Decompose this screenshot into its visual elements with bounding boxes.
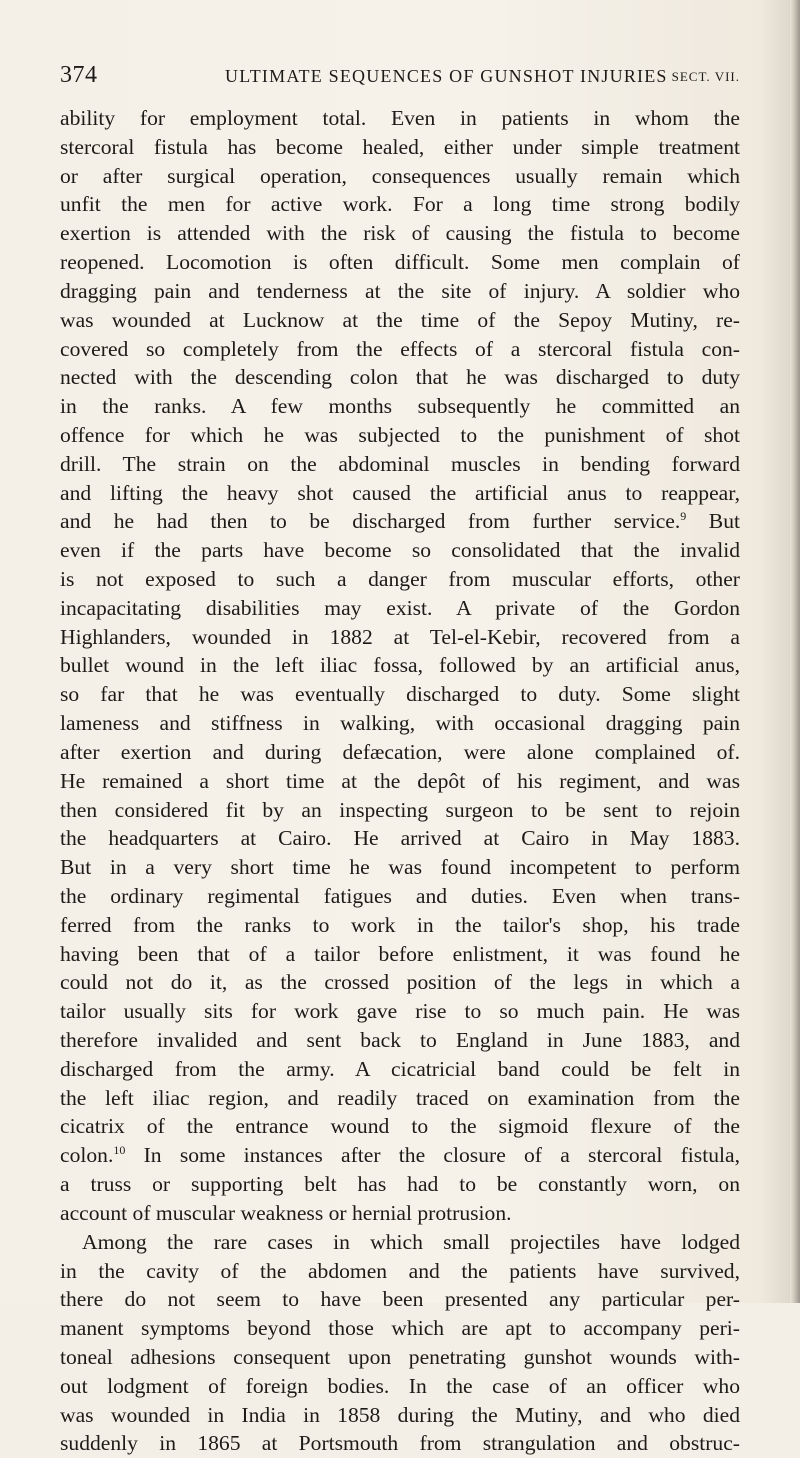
text-line: incapacitating disabilities may exist. A private of the Gordon [60, 595, 740, 620]
text-line: the ordinary regimental fatigues and duties. Even when trans- [60, 883, 740, 908]
text-line: having been that of a tailor before enlistment, it was found he [60, 941, 740, 966]
text-line: tailor usually sits for work gave rise to so much pain. He was [60, 999, 740, 1024]
text-line: stercoral fistula has become healed, either under simple treatment [60, 134, 740, 159]
text-line: reopened. Locomotion is often difficult. Some men complain of [60, 250, 740, 275]
text-line: bullet wound in the left iliac fossa, followed by an artificial anus, [60, 653, 740, 678]
text-line: toneal adhesions consequent upon penetrating gunshot wounds with- [60, 1344, 740, 1369]
page-header [60, 62, 740, 92]
page-number: 374 [60, 62, 98, 88]
text-line: He remained a short time at the depôt of his regiment, and was [60, 768, 740, 793]
paragraph-start-line: Among the rare cases in which small projectiles have lodged [82, 1229, 740, 1254]
text-line: so far that he was eventually discharged to duty. Some slight [60, 682, 740, 707]
text-line: suddenly in 1865 at Portsmouth from strangulation and obstruc- [60, 1431, 740, 1456]
text-line: in the ranks. A few months subsequently he committed an [60, 394, 740, 419]
text-line: out lodgment of foreign bodies. In the case of an officer who [60, 1373, 740, 1398]
text-line: there do not seem to have been presented any particular per- [60, 1287, 740, 1312]
text-line: after exertion and during defæcation, were alone complained of. [60, 739, 740, 764]
text-line: and lifting the heavy shot caused the artificial anus to reappear, [60, 480, 740, 505]
text-line: is not exposed to such a danger from muscular efforts, other [60, 567, 740, 591]
page-edge [790, 0, 800, 1303]
text-line: exertion is attended with the risk of causing the fistula to become [60, 221, 740, 246]
text-fragment: In some instances after the closure of a stercoral fistula, [125, 1143, 740, 1168]
footnote-ref-10: 10 [113, 1143, 126, 1158]
text-line: lameness and stiffness in walking, with occasional dragging pain [60, 711, 740, 736]
text-fragment: But [686, 509, 740, 534]
text-line: therefore invalided and sent back to England in June 1883, and [60, 1028, 740, 1052]
text-fragment: and he had then to be discharged from further service. [60, 509, 681, 534]
text-line: the left iliac region, and readily traced on examination from the [60, 1085, 740, 1110]
text-line: covered so completely from the effects of a stercoral fistula con- [60, 336, 740, 361]
text-line: or after surgical operation, consequences usually remain which [60, 163, 740, 188]
text-line: account of muscular weakness or hernial protrusion. [60, 1200, 512, 1225]
text-line: ferred from the ranks to work in the tailor's shop, his trade [60, 912, 740, 937]
text-line: a truss or supporting belt has had to be constantly worn, on [60, 1172, 740, 1197]
text-line: dragging pain and tenderness at the site of injury. A soldier who [60, 278, 740, 303]
text-line: was wounded at Lucknow at the time of the Sepoy Mutiny, re- [60, 307, 740, 332]
body-text [60, 104, 740, 1458]
text-line: cicatrix of the entrance wound to the sigmoid flexure of the [60, 1114, 740, 1139]
section-label: SECT. VII. [671, 69, 740, 84]
text-line: in the cavity of the abdomen and the patients have survived, [60, 1258, 740, 1283]
footnote-ref-9: 9 [680, 509, 687, 524]
text-line: offence for which he was subjected to the punishment of shot [60, 422, 740, 447]
text-line-with-footnote [60, 1141, 740, 1170]
text-line: discharged from the army. A cicatricial band could be felt in [60, 1056, 740, 1081]
text-line: drill. The strain on the abdominal muscles in bending forward [60, 451, 740, 476]
text-line: was wounded in India in 1858 during the Mutiny, and who died [60, 1402, 740, 1427]
text-line: manent symptoms beyond those which are apt to accompany peri- [60, 1316, 740, 1341]
running-title: ULTIMATE SEQUENCES OF GUNSHOT INJURIES [225, 66, 668, 86]
text-line: the headquarters at Cairo. He arrived at Cairo in May 1883. [60, 826, 740, 851]
text-line: then considered fit by an inspecting surgeon to be sent to rejoin [60, 797, 740, 822]
text-line: even if the parts have become so consolidated that the invalid [60, 538, 740, 563]
text-line: ability for employment total. Even in patients in whom the [60, 106, 740, 130]
text-line: could not do it, as the crossed position of the legs in which a [60, 970, 740, 995]
text-line-with-footnote [60, 507, 740, 536]
text-line: nected with the descending colon that he was discharged to duty [60, 365, 740, 390]
text-fragment: colon. [60, 1143, 114, 1168]
text-line: But in a very short time he was found incompetent to perform [60, 855, 740, 880]
text-line: Highlanders, wounded in 1882 at Tel-el-Kebir, recovered from a [60, 624, 740, 649]
text-line: unfit the men for active work. For a long time strong bodily [60, 192, 740, 217]
